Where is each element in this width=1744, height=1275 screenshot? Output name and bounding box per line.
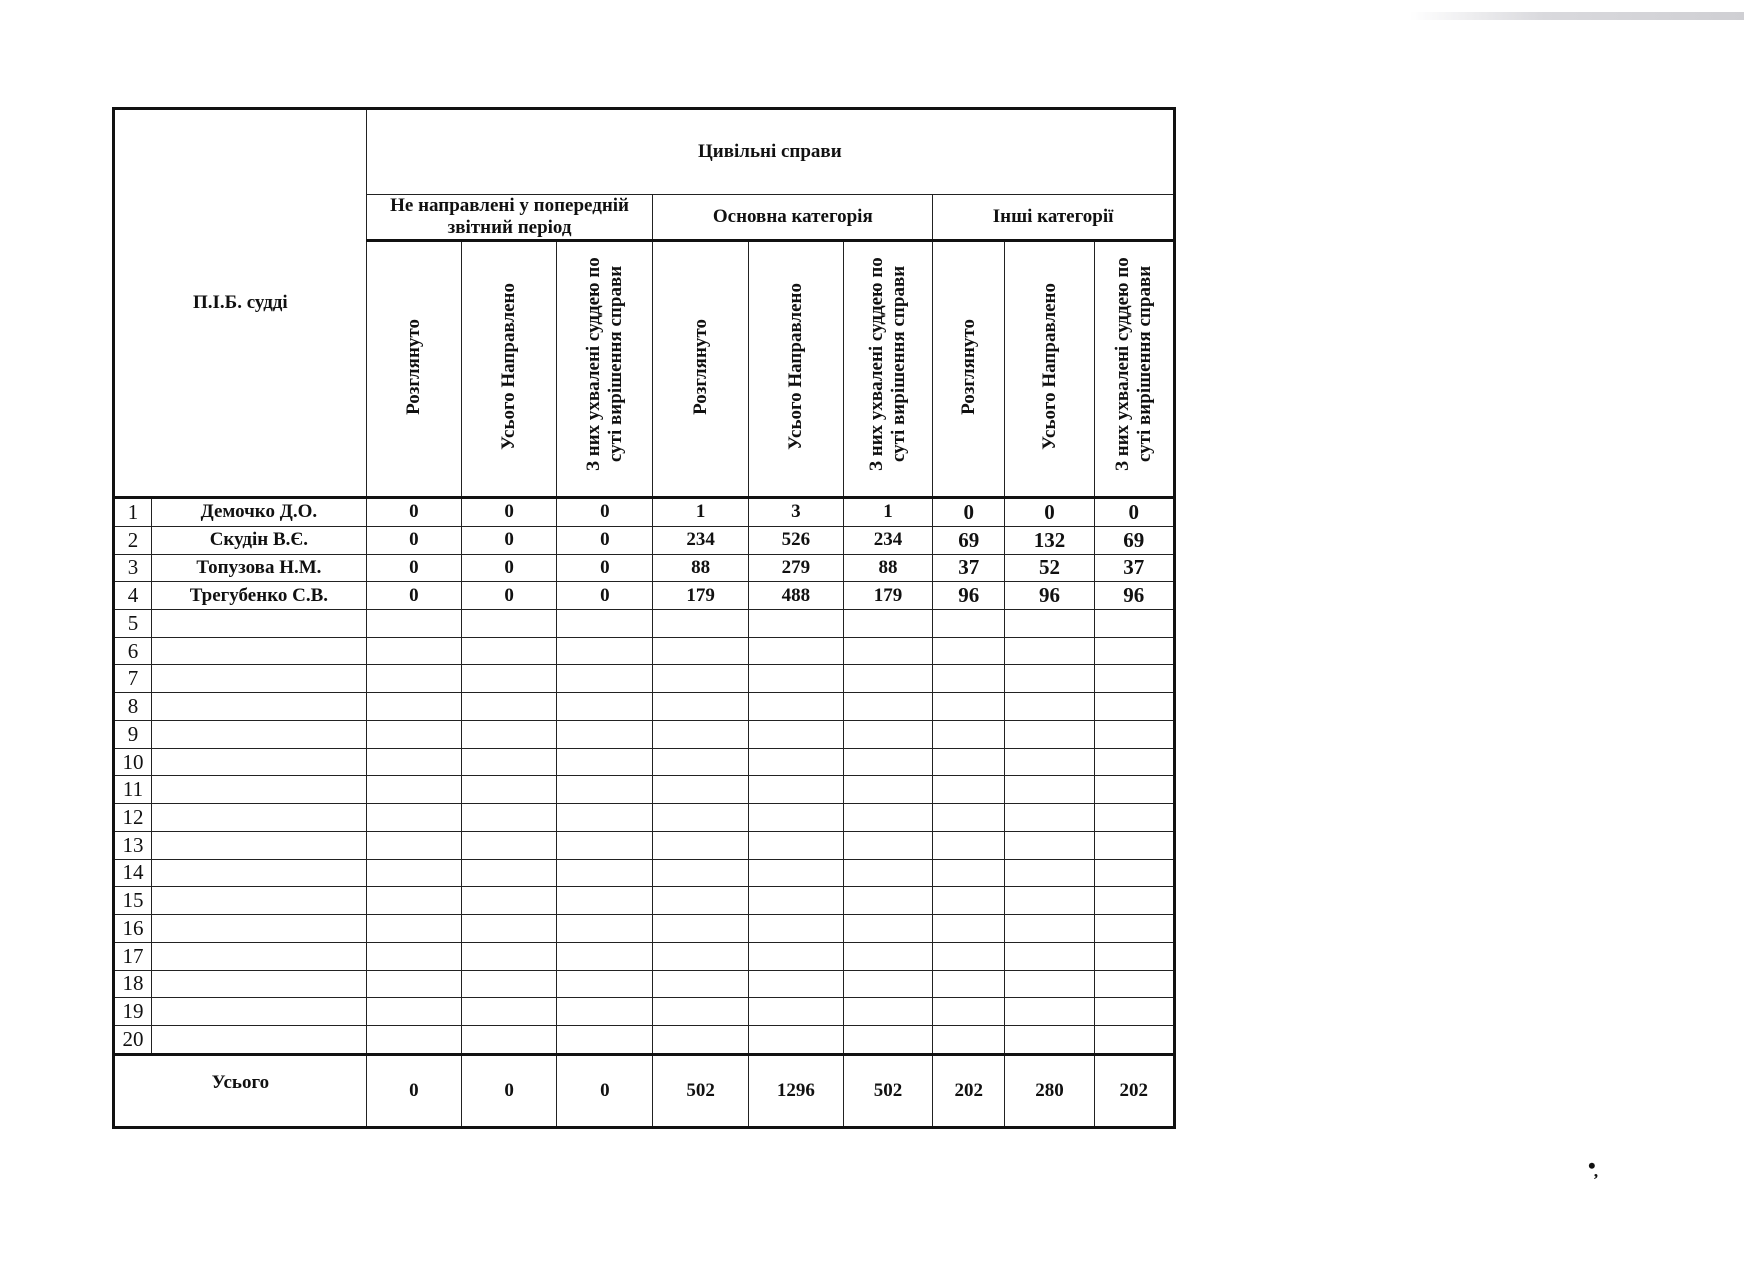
value-cell: [557, 1026, 653, 1055]
value-cell: 52: [1005, 554, 1094, 582]
table-row: [114, 637, 1175, 665]
value-cell: [748, 970, 843, 998]
value-cell: [366, 693, 461, 721]
table-row: [114, 887, 1175, 915]
value-cell: [366, 610, 461, 638]
value-cell: [1005, 887, 1094, 915]
value-cell: [748, 804, 843, 832]
row-number: 12: [114, 804, 152, 832]
value-cell: [557, 859, 653, 887]
row-number: 3: [114, 554, 152, 582]
value-cell: [748, 859, 843, 887]
table-row: [114, 970, 1175, 998]
value-cell: [653, 665, 748, 693]
value-cell: [1005, 915, 1094, 943]
table-row: [114, 859, 1175, 887]
value-cell: [1005, 942, 1094, 970]
value-cell: [843, 776, 932, 804]
value-cell: [748, 693, 843, 721]
value-cell: [933, 887, 1005, 915]
value-cell: [748, 748, 843, 776]
value-cell: [366, 887, 461, 915]
value-cell: [366, 748, 461, 776]
value-cell: [461, 915, 556, 943]
value-cell: [1094, 970, 1174, 998]
total-value: 202: [933, 1055, 1005, 1128]
judge-name: Трегубенко С.В.: [152, 582, 367, 610]
value-cell: [653, 831, 748, 859]
column-header-label: Усього Направлено: [784, 283, 806, 450]
value-cell: [461, 804, 556, 832]
value-cell: [843, 859, 932, 887]
value-cell: 0: [366, 582, 461, 610]
column-header-label: Розглянуто: [957, 318, 979, 415]
value-cell: [933, 720, 1005, 748]
judge-name: [152, 998, 367, 1026]
column-header-label: З них ухвалені суддею по суті вирішення справи: [1111, 256, 1155, 471]
value-cell: 37: [933, 554, 1005, 582]
value-cell: [748, 887, 843, 915]
value-cell: [1094, 748, 1174, 776]
value-cell: [933, 665, 1005, 693]
value-cell: [933, 942, 1005, 970]
value-cell: [843, 637, 932, 665]
value-cell: [653, 776, 748, 804]
value-cell: [933, 915, 1005, 943]
value-cell: 0: [557, 554, 653, 582]
value-cell: [557, 720, 653, 748]
value-cell: [933, 693, 1005, 721]
value-cell: [843, 831, 932, 859]
value-cell: [933, 998, 1005, 1026]
column-header-8: [1005, 241, 1094, 498]
value-cell: [461, 776, 556, 804]
value-cell: [653, 693, 748, 721]
table-row: [114, 1026, 1175, 1055]
value-cell: [557, 610, 653, 638]
value-cell: [653, 942, 748, 970]
table-row: [114, 748, 1175, 776]
value-cell: [653, 637, 748, 665]
value-cell: [1094, 915, 1174, 943]
value-cell: [1005, 637, 1094, 665]
value-cell: [748, 942, 843, 970]
judge-name: [152, 859, 367, 887]
value-cell: [1094, 998, 1174, 1026]
value-cell: [557, 748, 653, 776]
judge-name: Демочко Д.О.: [152, 498, 367, 527]
table-row: [114, 831, 1175, 859]
value-cell: [461, 637, 556, 665]
value-cell: [1005, 831, 1094, 859]
value-cell: [557, 665, 653, 693]
row-number: 13: [114, 831, 152, 859]
value-cell: [653, 610, 748, 638]
value-cell: [461, 859, 556, 887]
judge-name: [152, 804, 367, 832]
value-cell: [461, 748, 556, 776]
table-row: [114, 498, 1175, 527]
judge-name: [152, 970, 367, 998]
value-cell: [1094, 637, 1174, 665]
value-cell: [1094, 859, 1174, 887]
row-number: 10: [114, 748, 152, 776]
value-cell: [653, 720, 748, 748]
value-cell: [748, 610, 843, 638]
value-cell: [843, 915, 932, 943]
value-cell: 0: [461, 526, 556, 554]
civil-cases-table: [112, 107, 1176, 1129]
value-cell: [1005, 1026, 1094, 1055]
judge-name: [152, 942, 367, 970]
value-cell: [1094, 665, 1174, 693]
value-cell: [933, 776, 1005, 804]
table-row: [114, 554, 1175, 582]
judge-name-header: П.І.Б. судді: [114, 109, 367, 498]
row-number: 2: [114, 526, 152, 554]
value-cell: [843, 720, 932, 748]
table-row: [114, 998, 1175, 1026]
value-cell: [1094, 831, 1174, 859]
value-cell: [366, 776, 461, 804]
table-row: [114, 776, 1175, 804]
group-header-not-sent: Не направлені у попередній звітний період: [366, 195, 653, 241]
value-cell: [843, 748, 932, 776]
value-cell: [557, 776, 653, 804]
judge-name: [152, 693, 367, 721]
row-number: 6: [114, 637, 152, 665]
value-cell: 0: [461, 554, 556, 582]
value-cell: 0: [461, 498, 556, 527]
value-cell: [1005, 610, 1094, 638]
column-header-label: Усього Направлено: [498, 283, 520, 450]
value-cell: [1094, 776, 1174, 804]
value-cell: [461, 720, 556, 748]
value-cell: [1094, 1026, 1174, 1055]
value-cell: [843, 970, 932, 998]
value-cell: [933, 831, 1005, 859]
value-cell: 0: [366, 554, 461, 582]
value-cell: 37: [1094, 554, 1174, 582]
value-cell: [366, 970, 461, 998]
row-number: 7: [114, 665, 152, 693]
row-number: 11: [114, 776, 152, 804]
value-cell: [1094, 887, 1174, 915]
value-cell: 526: [748, 526, 843, 554]
value-cell: [1094, 804, 1174, 832]
value-cell: [748, 720, 843, 748]
value-cell: [461, 998, 556, 1026]
table-row: [114, 915, 1175, 943]
group-header-main-category: Основна категорія: [653, 195, 933, 241]
judge-name: [152, 887, 367, 915]
row-number: 14: [114, 859, 152, 887]
column-header-5: [748, 241, 843, 498]
column-header-2: [461, 241, 556, 498]
row-number: 16: [114, 915, 152, 943]
value-cell: [933, 1026, 1005, 1055]
value-cell: [653, 887, 748, 915]
value-cell: [557, 887, 653, 915]
value-cell: [748, 1026, 843, 1055]
value-cell: [1005, 665, 1094, 693]
value-cell: 0: [1005, 498, 1094, 527]
value-cell: [461, 942, 556, 970]
value-cell: [843, 610, 932, 638]
value-cell: 3: [748, 498, 843, 527]
value-cell: [653, 804, 748, 832]
value-cell: [557, 804, 653, 832]
row-number: 4: [114, 582, 152, 610]
value-cell: [461, 970, 556, 998]
civil-cases-header: Цивільні справи: [366, 109, 1174, 195]
row-number: 1: [114, 498, 152, 527]
value-cell: 96: [933, 582, 1005, 610]
total-value: 502: [653, 1055, 748, 1128]
value-cell: [557, 970, 653, 998]
value-cell: [748, 915, 843, 943]
column-header-6: [843, 241, 932, 498]
value-cell: 234: [653, 526, 748, 554]
value-cell: 88: [843, 554, 932, 582]
value-cell: [653, 748, 748, 776]
value-cell: [653, 859, 748, 887]
row-number: 15: [114, 887, 152, 915]
value-cell: [933, 970, 1005, 998]
judge-name: [152, 915, 367, 943]
value-cell: [748, 637, 843, 665]
value-cell: 234: [843, 526, 932, 554]
row-number: 9: [114, 720, 152, 748]
column-header-label: Розглянуто: [689, 318, 711, 415]
value-cell: 0: [461, 582, 556, 610]
judge-name: [152, 1026, 367, 1055]
value-cell: [461, 831, 556, 859]
value-cell: [933, 610, 1005, 638]
total-label: Усього: [114, 1055, 367, 1128]
value-cell: [1094, 942, 1174, 970]
value-cell: [1005, 859, 1094, 887]
table-row: [114, 720, 1175, 748]
row-number: 17: [114, 942, 152, 970]
value-cell: [366, 1026, 461, 1055]
judge-name: Скудін В.Є.: [152, 526, 367, 554]
value-cell: [461, 665, 556, 693]
column-header-label: Усього Направлено: [1038, 283, 1060, 450]
column-header-label: З них ухвалені суддею по суті вирішення справи: [866, 256, 910, 471]
value-cell: 69: [1094, 526, 1174, 554]
value-cell: [1005, 776, 1094, 804]
row-number: 18: [114, 970, 152, 998]
value-cell: [748, 776, 843, 804]
value-cell: [933, 859, 1005, 887]
table-row: [114, 942, 1175, 970]
value-cell: [557, 915, 653, 943]
group-header-other-categories: Інші категорії: [933, 195, 1175, 241]
value-cell: [461, 887, 556, 915]
value-cell: [461, 1026, 556, 1055]
value-cell: [653, 970, 748, 998]
value-cell: [557, 637, 653, 665]
total-value: 202: [1094, 1055, 1174, 1128]
value-cell: [366, 859, 461, 887]
value-cell: [1094, 720, 1174, 748]
value-cell: [366, 998, 461, 1026]
value-cell: [748, 998, 843, 1026]
scan-mark: •̦: [1588, 1153, 1596, 1178]
value-cell: [366, 915, 461, 943]
scan-edge-shadow: [1410, 12, 1744, 20]
total-value: 280: [1005, 1055, 1094, 1128]
value-cell: [461, 610, 556, 638]
value-cell: [843, 1026, 932, 1055]
judge-name: [152, 720, 367, 748]
value-cell: [843, 942, 932, 970]
value-cell: [1005, 970, 1094, 998]
value-cell: [843, 804, 932, 832]
value-cell: 179: [843, 582, 932, 610]
value-cell: [1005, 693, 1094, 721]
value-cell: [933, 637, 1005, 665]
table-row: [114, 610, 1175, 638]
value-cell: 69: [933, 526, 1005, 554]
value-cell: 0: [557, 526, 653, 554]
column-header-4: [653, 241, 748, 498]
value-cell: 179: [653, 582, 748, 610]
judge-name: [152, 610, 367, 638]
value-cell: [843, 665, 932, 693]
value-cell: [653, 1026, 748, 1055]
table-row: [114, 526, 1175, 554]
table-row: [114, 693, 1175, 721]
row-number: 19: [114, 998, 152, 1026]
column-header-label: Розглянуто: [402, 318, 424, 415]
value-cell: [1094, 610, 1174, 638]
row-number: 8: [114, 693, 152, 721]
column-header-label: З них ухвалені суддею по суті вирішення справи: [582, 256, 626, 471]
value-cell: [843, 693, 932, 721]
value-cell: [366, 804, 461, 832]
value-cell: [557, 998, 653, 1026]
value-cell: [933, 804, 1005, 832]
column-header-1: [366, 241, 461, 498]
judge-name: [152, 665, 367, 693]
value-cell: 0: [557, 582, 653, 610]
value-cell: [1005, 804, 1094, 832]
judge-name: [152, 748, 367, 776]
value-cell: [1005, 998, 1094, 1026]
judge-name: Топузова Н.М.: [152, 554, 367, 582]
value-cell: 1: [843, 498, 932, 527]
value-cell: 0: [366, 498, 461, 527]
value-cell: 1: [653, 498, 748, 527]
total-value: 0: [557, 1055, 653, 1128]
value-cell: 96: [1094, 582, 1174, 610]
value-cell: 0: [557, 498, 653, 527]
value-cell: [843, 998, 932, 1026]
value-cell: [1094, 693, 1174, 721]
value-cell: [1005, 748, 1094, 776]
judge-name: [152, 637, 367, 665]
value-cell: [748, 665, 843, 693]
value-cell: 0: [933, 498, 1005, 527]
value-cell: [557, 693, 653, 721]
column-header-7: [933, 241, 1005, 498]
table-row: [114, 582, 1175, 610]
judge-name: [152, 776, 367, 804]
value-cell: [461, 693, 556, 721]
value-cell: [366, 665, 461, 693]
value-cell: [653, 998, 748, 1026]
row-number: 20: [114, 1026, 152, 1055]
value-cell: [366, 720, 461, 748]
value-cell: [933, 748, 1005, 776]
value-cell: 279: [748, 554, 843, 582]
row-number: 5: [114, 610, 152, 638]
value-cell: 0: [1094, 498, 1174, 527]
value-cell: 488: [748, 582, 843, 610]
total-value: 0: [461, 1055, 556, 1128]
value-cell: [843, 887, 932, 915]
value-cell: [1005, 720, 1094, 748]
value-cell: [748, 831, 843, 859]
column-header-9: [1094, 241, 1174, 498]
judge-name: [152, 831, 367, 859]
value-cell: [366, 831, 461, 859]
value-cell: [366, 942, 461, 970]
table-row: [114, 804, 1175, 832]
value-cell: 132: [1005, 526, 1094, 554]
table-row: [114, 665, 1175, 693]
value-cell: 88: [653, 554, 748, 582]
total-value: 502: [843, 1055, 932, 1128]
total-value: 0: [366, 1055, 461, 1128]
value-cell: 0: [366, 526, 461, 554]
value-cell: [557, 831, 653, 859]
total-value: 1296: [748, 1055, 843, 1128]
value-cell: 96: [1005, 582, 1094, 610]
value-cell: [557, 942, 653, 970]
column-header-3: [557, 241, 653, 498]
value-cell: [653, 915, 748, 943]
value-cell: [366, 637, 461, 665]
